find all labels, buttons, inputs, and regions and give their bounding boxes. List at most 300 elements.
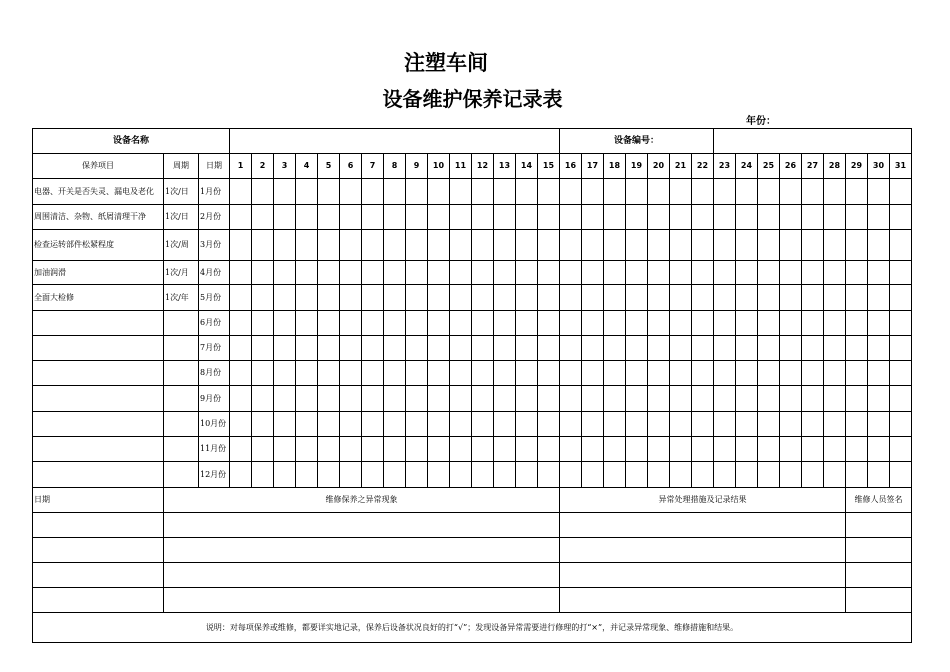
day-check-cell[interactable] bbox=[560, 285, 582, 311]
day-check-cell[interactable] bbox=[230, 412, 252, 437]
day-check-cell[interactable] bbox=[868, 336, 890, 361]
day-check-cell[interactable] bbox=[252, 230, 274, 261]
day-check-cell[interactable] bbox=[406, 361, 428, 386]
day-check-cell[interactable] bbox=[472, 462, 494, 488]
day-check-cell[interactable] bbox=[780, 361, 802, 386]
day-check-cell[interactable] bbox=[890, 179, 912, 205]
day-check-cell[interactable] bbox=[296, 336, 318, 361]
day-check-cell[interactable] bbox=[780, 462, 802, 488]
day-check-cell[interactable] bbox=[824, 205, 846, 230]
repair-result-cell[interactable] bbox=[560, 588, 846, 613]
day-check-cell[interactable] bbox=[362, 437, 384, 462]
day-check-cell[interactable] bbox=[362, 462, 384, 488]
day-check-cell[interactable] bbox=[736, 311, 758, 336]
day-check-cell[interactable] bbox=[560, 437, 582, 462]
repair-date-cell[interactable] bbox=[33, 513, 164, 538]
day-check-cell[interactable] bbox=[670, 179, 692, 205]
day-check-cell[interactable] bbox=[296, 412, 318, 437]
day-check-cell[interactable] bbox=[758, 412, 780, 437]
day-check-cell[interactable] bbox=[450, 230, 472, 261]
repair-abnormal-cell[interactable] bbox=[164, 588, 560, 613]
day-check-cell[interactable] bbox=[406, 311, 428, 336]
day-check-cell[interactable] bbox=[758, 462, 780, 488]
repair-sign-cell[interactable] bbox=[846, 588, 912, 613]
day-check-cell[interactable] bbox=[648, 179, 670, 205]
day-check-cell[interactable] bbox=[340, 285, 362, 311]
day-check-cell[interactable] bbox=[890, 361, 912, 386]
day-check-cell[interactable] bbox=[538, 179, 560, 205]
day-check-cell[interactable] bbox=[802, 412, 824, 437]
day-check-cell[interactable] bbox=[450, 462, 472, 488]
day-check-cell[interactable] bbox=[824, 361, 846, 386]
day-check-cell[interactable] bbox=[494, 230, 516, 261]
day-check-cell[interactable] bbox=[494, 386, 516, 412]
day-check-cell[interactable] bbox=[252, 311, 274, 336]
repair-result-cell[interactable] bbox=[560, 513, 846, 538]
day-check-cell[interactable] bbox=[340, 311, 362, 336]
day-check-cell[interactable] bbox=[626, 311, 648, 336]
day-check-cell[interactable] bbox=[516, 336, 538, 361]
day-check-cell[interactable] bbox=[846, 285, 868, 311]
day-check-cell[interactable] bbox=[560, 412, 582, 437]
day-check-cell[interactable] bbox=[318, 386, 340, 412]
day-check-cell[interactable] bbox=[472, 179, 494, 205]
day-check-cell[interactable] bbox=[318, 261, 340, 285]
day-check-cell[interactable] bbox=[780, 311, 802, 336]
day-check-cell[interactable] bbox=[714, 437, 736, 462]
day-check-cell[interactable] bbox=[736, 386, 758, 412]
day-check-cell[interactable] bbox=[890, 386, 912, 412]
day-check-cell[interactable] bbox=[604, 462, 626, 488]
day-check-cell[interactable] bbox=[538, 361, 560, 386]
day-check-cell[interactable] bbox=[560, 462, 582, 488]
day-check-cell[interactable] bbox=[340, 179, 362, 205]
day-check-cell[interactable] bbox=[648, 336, 670, 361]
day-check-cell[interactable] bbox=[780, 205, 802, 230]
repair-date-cell[interactable] bbox=[33, 538, 164, 563]
repair-abnormal-cell[interactable] bbox=[164, 538, 560, 563]
day-check-cell[interactable] bbox=[692, 179, 714, 205]
day-check-cell[interactable] bbox=[296, 437, 318, 462]
day-check-cell[interactable] bbox=[736, 336, 758, 361]
day-check-cell[interactable] bbox=[230, 285, 252, 311]
day-check-cell[interactable] bbox=[428, 462, 450, 488]
day-check-cell[interactable] bbox=[472, 412, 494, 437]
day-check-cell[interactable] bbox=[340, 230, 362, 261]
day-check-cell[interactable] bbox=[780, 437, 802, 462]
day-check-cell[interactable] bbox=[736, 230, 758, 261]
day-check-cell[interactable] bbox=[736, 412, 758, 437]
day-check-cell[interactable] bbox=[494, 437, 516, 462]
day-check-cell[interactable] bbox=[890, 437, 912, 462]
day-check-cell[interactable] bbox=[758, 437, 780, 462]
day-check-cell[interactable] bbox=[626, 179, 648, 205]
day-check-cell[interactable] bbox=[274, 230, 296, 261]
day-check-cell[interactable] bbox=[516, 462, 538, 488]
day-check-cell[interactable] bbox=[582, 205, 604, 230]
day-check-cell[interactable] bbox=[890, 205, 912, 230]
day-check-cell[interactable] bbox=[648, 437, 670, 462]
day-check-cell[interactable] bbox=[384, 230, 406, 261]
day-check-cell[interactable] bbox=[252, 261, 274, 285]
day-check-cell[interactable] bbox=[758, 285, 780, 311]
day-check-cell[interactable] bbox=[714, 386, 736, 412]
day-check-cell[interactable] bbox=[472, 230, 494, 261]
day-check-cell[interactable] bbox=[868, 261, 890, 285]
day-check-cell[interactable] bbox=[648, 311, 670, 336]
day-check-cell[interactable] bbox=[516, 285, 538, 311]
day-check-cell[interactable] bbox=[714, 261, 736, 285]
day-check-cell[interactable] bbox=[494, 179, 516, 205]
day-check-cell[interactable] bbox=[692, 261, 714, 285]
day-check-cell[interactable] bbox=[736, 462, 758, 488]
day-check-cell[interactable] bbox=[582, 285, 604, 311]
day-check-cell[interactable] bbox=[670, 386, 692, 412]
repair-sign-cell[interactable] bbox=[846, 563, 912, 588]
day-check-cell[interactable] bbox=[340, 412, 362, 437]
day-check-cell[interactable] bbox=[384, 437, 406, 462]
day-check-cell[interactable] bbox=[692, 412, 714, 437]
day-check-cell[interactable] bbox=[340, 336, 362, 361]
day-check-cell[interactable] bbox=[538, 285, 560, 311]
day-check-cell[interactable] bbox=[318, 179, 340, 205]
day-check-cell[interactable] bbox=[780, 179, 802, 205]
day-check-cell[interactable] bbox=[560, 311, 582, 336]
day-check-cell[interactable] bbox=[582, 412, 604, 437]
day-check-cell[interactable] bbox=[846, 311, 868, 336]
day-check-cell[interactable] bbox=[318, 462, 340, 488]
day-check-cell[interactable] bbox=[428, 230, 450, 261]
day-check-cell[interactable] bbox=[340, 205, 362, 230]
day-check-cell[interactable] bbox=[648, 412, 670, 437]
day-check-cell[interactable] bbox=[692, 311, 714, 336]
day-check-cell[interactable] bbox=[582, 361, 604, 386]
day-check-cell[interactable] bbox=[406, 205, 428, 230]
day-check-cell[interactable] bbox=[648, 361, 670, 386]
day-check-cell[interactable] bbox=[648, 261, 670, 285]
day-check-cell[interactable] bbox=[230, 311, 252, 336]
day-check-cell[interactable] bbox=[560, 386, 582, 412]
day-check-cell[interactable] bbox=[802, 205, 824, 230]
day-check-cell[interactable] bbox=[428, 311, 450, 336]
day-check-cell[interactable] bbox=[230, 462, 252, 488]
day-check-cell[interactable] bbox=[362, 311, 384, 336]
day-check-cell[interactable] bbox=[538, 437, 560, 462]
day-check-cell[interactable] bbox=[560, 205, 582, 230]
day-check-cell[interactable] bbox=[780, 412, 802, 437]
day-check-cell[interactable] bbox=[714, 462, 736, 488]
day-check-cell[interactable] bbox=[824, 386, 846, 412]
day-check-cell[interactable] bbox=[868, 462, 890, 488]
day-check-cell[interactable] bbox=[582, 311, 604, 336]
day-check-cell[interactable] bbox=[692, 437, 714, 462]
day-check-cell[interactable] bbox=[670, 437, 692, 462]
day-check-cell[interactable] bbox=[340, 462, 362, 488]
day-check-cell[interactable] bbox=[538, 230, 560, 261]
day-check-cell[interactable] bbox=[824, 179, 846, 205]
day-check-cell[interactable] bbox=[318, 230, 340, 261]
day-check-cell[interactable] bbox=[472, 386, 494, 412]
day-check-cell[interactable] bbox=[626, 437, 648, 462]
day-check-cell[interactable] bbox=[670, 311, 692, 336]
day-check-cell[interactable] bbox=[538, 261, 560, 285]
day-check-cell[interactable] bbox=[670, 336, 692, 361]
day-check-cell[interactable] bbox=[802, 386, 824, 412]
day-check-cell[interactable] bbox=[714, 311, 736, 336]
day-check-cell[interactable] bbox=[604, 261, 626, 285]
day-check-cell[interactable] bbox=[538, 412, 560, 437]
day-check-cell[interactable] bbox=[362, 285, 384, 311]
day-check-cell[interactable] bbox=[274, 361, 296, 386]
day-check-cell[interactable] bbox=[494, 361, 516, 386]
day-check-cell[interactable] bbox=[318, 285, 340, 311]
day-check-cell[interactable] bbox=[582, 179, 604, 205]
day-check-cell[interactable] bbox=[868, 437, 890, 462]
day-check-cell[interactable] bbox=[296, 386, 318, 412]
day-check-cell[interactable] bbox=[406, 285, 428, 311]
repair-sign-cell[interactable] bbox=[846, 513, 912, 538]
day-check-cell[interactable] bbox=[582, 437, 604, 462]
day-check-cell[interactable] bbox=[604, 361, 626, 386]
day-check-cell[interactable] bbox=[604, 230, 626, 261]
repair-result-cell[interactable] bbox=[560, 538, 846, 563]
day-check-cell[interactable] bbox=[516, 205, 538, 230]
day-check-cell[interactable] bbox=[274, 205, 296, 230]
day-check-cell[interactable] bbox=[252, 462, 274, 488]
day-check-cell[interactable] bbox=[648, 205, 670, 230]
day-check-cell[interactable] bbox=[252, 205, 274, 230]
day-check-cell[interactable] bbox=[736, 179, 758, 205]
day-check-cell[interactable] bbox=[714, 230, 736, 261]
day-check-cell[interactable] bbox=[274, 437, 296, 462]
day-check-cell[interactable] bbox=[604, 336, 626, 361]
day-check-cell[interactable] bbox=[626, 261, 648, 285]
day-check-cell[interactable] bbox=[604, 386, 626, 412]
day-check-cell[interactable] bbox=[472, 311, 494, 336]
day-check-cell[interactable] bbox=[428, 285, 450, 311]
day-check-cell[interactable] bbox=[230, 230, 252, 261]
day-check-cell[interactable] bbox=[252, 336, 274, 361]
day-check-cell[interactable] bbox=[626, 230, 648, 261]
day-check-cell[interactable] bbox=[252, 386, 274, 412]
day-check-cell[interactable] bbox=[824, 285, 846, 311]
equipment-name-value[interactable] bbox=[230, 129, 560, 154]
day-check-cell[interactable] bbox=[296, 361, 318, 386]
day-check-cell[interactable] bbox=[780, 285, 802, 311]
day-check-cell[interactable] bbox=[318, 336, 340, 361]
day-check-cell[interactable] bbox=[384, 179, 406, 205]
day-check-cell[interactable] bbox=[296, 462, 318, 488]
day-check-cell[interactable] bbox=[890, 462, 912, 488]
day-check-cell[interactable] bbox=[692, 230, 714, 261]
day-check-cell[interactable] bbox=[406, 261, 428, 285]
day-check-cell[interactable] bbox=[274, 311, 296, 336]
day-check-cell[interactable] bbox=[428, 261, 450, 285]
day-check-cell[interactable] bbox=[252, 412, 274, 437]
day-check-cell[interactable] bbox=[384, 311, 406, 336]
day-check-cell[interactable] bbox=[868, 179, 890, 205]
day-check-cell[interactable] bbox=[802, 336, 824, 361]
day-check-cell[interactable] bbox=[692, 336, 714, 361]
day-check-cell[interactable] bbox=[472, 285, 494, 311]
day-check-cell[interactable] bbox=[802, 361, 824, 386]
day-check-cell[interactable] bbox=[604, 311, 626, 336]
day-check-cell[interactable] bbox=[824, 437, 846, 462]
day-check-cell[interactable] bbox=[868, 230, 890, 261]
day-check-cell[interactable] bbox=[494, 336, 516, 361]
day-check-cell[interactable] bbox=[516, 386, 538, 412]
day-check-cell[interactable] bbox=[780, 386, 802, 412]
repair-result-cell[interactable] bbox=[560, 563, 846, 588]
day-check-cell[interactable] bbox=[604, 437, 626, 462]
day-check-cell[interactable] bbox=[780, 336, 802, 361]
day-check-cell[interactable] bbox=[318, 412, 340, 437]
day-check-cell[interactable] bbox=[406, 412, 428, 437]
day-check-cell[interactable] bbox=[274, 462, 296, 488]
day-check-cell[interactable] bbox=[846, 336, 868, 361]
day-check-cell[interactable] bbox=[230, 437, 252, 462]
day-check-cell[interactable] bbox=[362, 336, 384, 361]
day-check-cell[interactable] bbox=[846, 462, 868, 488]
day-check-cell[interactable] bbox=[802, 179, 824, 205]
day-check-cell[interactable] bbox=[450, 336, 472, 361]
equipment-no-value[interactable] bbox=[714, 129, 912, 154]
day-check-cell[interactable] bbox=[714, 285, 736, 311]
day-check-cell[interactable] bbox=[274, 179, 296, 205]
day-check-cell[interactable] bbox=[384, 412, 406, 437]
day-check-cell[interactable] bbox=[274, 412, 296, 437]
day-check-cell[interactable] bbox=[846, 230, 868, 261]
day-check-cell[interactable] bbox=[406, 179, 428, 205]
day-check-cell[interactable] bbox=[692, 285, 714, 311]
day-check-cell[interactable] bbox=[692, 361, 714, 386]
day-check-cell[interactable] bbox=[516, 261, 538, 285]
day-check-cell[interactable] bbox=[890, 311, 912, 336]
day-check-cell[interactable] bbox=[736, 261, 758, 285]
day-check-cell[interactable] bbox=[758, 386, 780, 412]
day-check-cell[interactable] bbox=[230, 261, 252, 285]
day-check-cell[interactable] bbox=[274, 285, 296, 311]
day-check-cell[interactable] bbox=[450, 179, 472, 205]
day-check-cell[interactable] bbox=[648, 230, 670, 261]
day-check-cell[interactable] bbox=[230, 179, 252, 205]
day-check-cell[interactable] bbox=[296, 205, 318, 230]
day-check-cell[interactable] bbox=[472, 437, 494, 462]
day-check-cell[interactable] bbox=[494, 311, 516, 336]
day-check-cell[interactable] bbox=[538, 462, 560, 488]
day-check-cell[interactable] bbox=[428, 336, 450, 361]
repair-sign-cell[interactable] bbox=[846, 538, 912, 563]
day-check-cell[interactable] bbox=[560, 361, 582, 386]
day-check-cell[interactable] bbox=[670, 205, 692, 230]
day-check-cell[interactable] bbox=[648, 462, 670, 488]
day-check-cell[interactable] bbox=[758, 361, 780, 386]
day-check-cell[interactable] bbox=[318, 311, 340, 336]
day-check-cell[interactable] bbox=[802, 462, 824, 488]
day-check-cell[interactable] bbox=[274, 386, 296, 412]
day-check-cell[interactable] bbox=[626, 462, 648, 488]
day-check-cell[interactable] bbox=[582, 230, 604, 261]
day-check-cell[interactable] bbox=[780, 261, 802, 285]
day-check-cell[interactable] bbox=[868, 386, 890, 412]
day-check-cell[interactable] bbox=[340, 361, 362, 386]
day-check-cell[interactable] bbox=[318, 437, 340, 462]
day-check-cell[interactable] bbox=[560, 336, 582, 361]
day-check-cell[interactable] bbox=[846, 386, 868, 412]
day-check-cell[interactable] bbox=[296, 179, 318, 205]
day-check-cell[interactable] bbox=[868, 285, 890, 311]
day-check-cell[interactable] bbox=[626, 361, 648, 386]
day-check-cell[interactable] bbox=[846, 361, 868, 386]
day-check-cell[interactable] bbox=[538, 311, 560, 336]
day-check-cell[interactable] bbox=[736, 205, 758, 230]
day-check-cell[interactable] bbox=[428, 361, 450, 386]
day-check-cell[interactable] bbox=[450, 412, 472, 437]
day-check-cell[interactable] bbox=[758, 205, 780, 230]
day-check-cell[interactable] bbox=[384, 336, 406, 361]
day-check-cell[interactable] bbox=[582, 462, 604, 488]
day-check-cell[interactable] bbox=[296, 261, 318, 285]
day-check-cell[interactable] bbox=[802, 311, 824, 336]
day-check-cell[interactable] bbox=[516, 437, 538, 462]
day-check-cell[interactable] bbox=[890, 261, 912, 285]
day-check-cell[interactable] bbox=[340, 261, 362, 285]
day-check-cell[interactable] bbox=[362, 179, 384, 205]
day-check-cell[interactable] bbox=[758, 179, 780, 205]
day-check-cell[interactable] bbox=[340, 437, 362, 462]
day-check-cell[interactable] bbox=[362, 412, 384, 437]
day-check-cell[interactable] bbox=[736, 361, 758, 386]
day-check-cell[interactable] bbox=[318, 361, 340, 386]
day-check-cell[interactable] bbox=[626, 412, 648, 437]
day-check-cell[interactable] bbox=[582, 386, 604, 412]
day-check-cell[interactable] bbox=[252, 361, 274, 386]
day-check-cell[interactable] bbox=[296, 285, 318, 311]
day-check-cell[interactable] bbox=[846, 437, 868, 462]
day-check-cell[interactable] bbox=[516, 412, 538, 437]
day-check-cell[interactable] bbox=[274, 261, 296, 285]
day-check-cell[interactable] bbox=[560, 261, 582, 285]
day-check-cell[interactable] bbox=[758, 230, 780, 261]
day-check-cell[interactable] bbox=[362, 205, 384, 230]
repair-abnormal-cell[interactable] bbox=[164, 513, 560, 538]
day-check-cell[interactable] bbox=[450, 205, 472, 230]
day-check-cell[interactable] bbox=[450, 361, 472, 386]
day-check-cell[interactable] bbox=[450, 261, 472, 285]
day-check-cell[interactable] bbox=[890, 336, 912, 361]
day-check-cell[interactable] bbox=[692, 205, 714, 230]
day-check-cell[interactable] bbox=[494, 285, 516, 311]
day-check-cell[interactable] bbox=[604, 205, 626, 230]
day-check-cell[interactable] bbox=[802, 261, 824, 285]
day-check-cell[interactable] bbox=[846, 261, 868, 285]
day-check-cell[interactable] bbox=[824, 311, 846, 336]
day-check-cell[interactable] bbox=[384, 462, 406, 488]
day-check-cell[interactable] bbox=[428, 179, 450, 205]
day-check-cell[interactable] bbox=[890, 230, 912, 261]
day-check-cell[interactable] bbox=[890, 285, 912, 311]
day-check-cell[interactable] bbox=[252, 437, 274, 462]
day-check-cell[interactable] bbox=[670, 462, 692, 488]
day-check-cell[interactable] bbox=[230, 361, 252, 386]
day-check-cell[interactable] bbox=[516, 311, 538, 336]
day-check-cell[interactable] bbox=[450, 311, 472, 336]
day-check-cell[interactable] bbox=[318, 205, 340, 230]
day-check-cell[interactable] bbox=[362, 361, 384, 386]
day-check-cell[interactable] bbox=[714, 361, 736, 386]
day-check-cell[interactable] bbox=[714, 336, 736, 361]
day-check-cell[interactable] bbox=[340, 386, 362, 412]
